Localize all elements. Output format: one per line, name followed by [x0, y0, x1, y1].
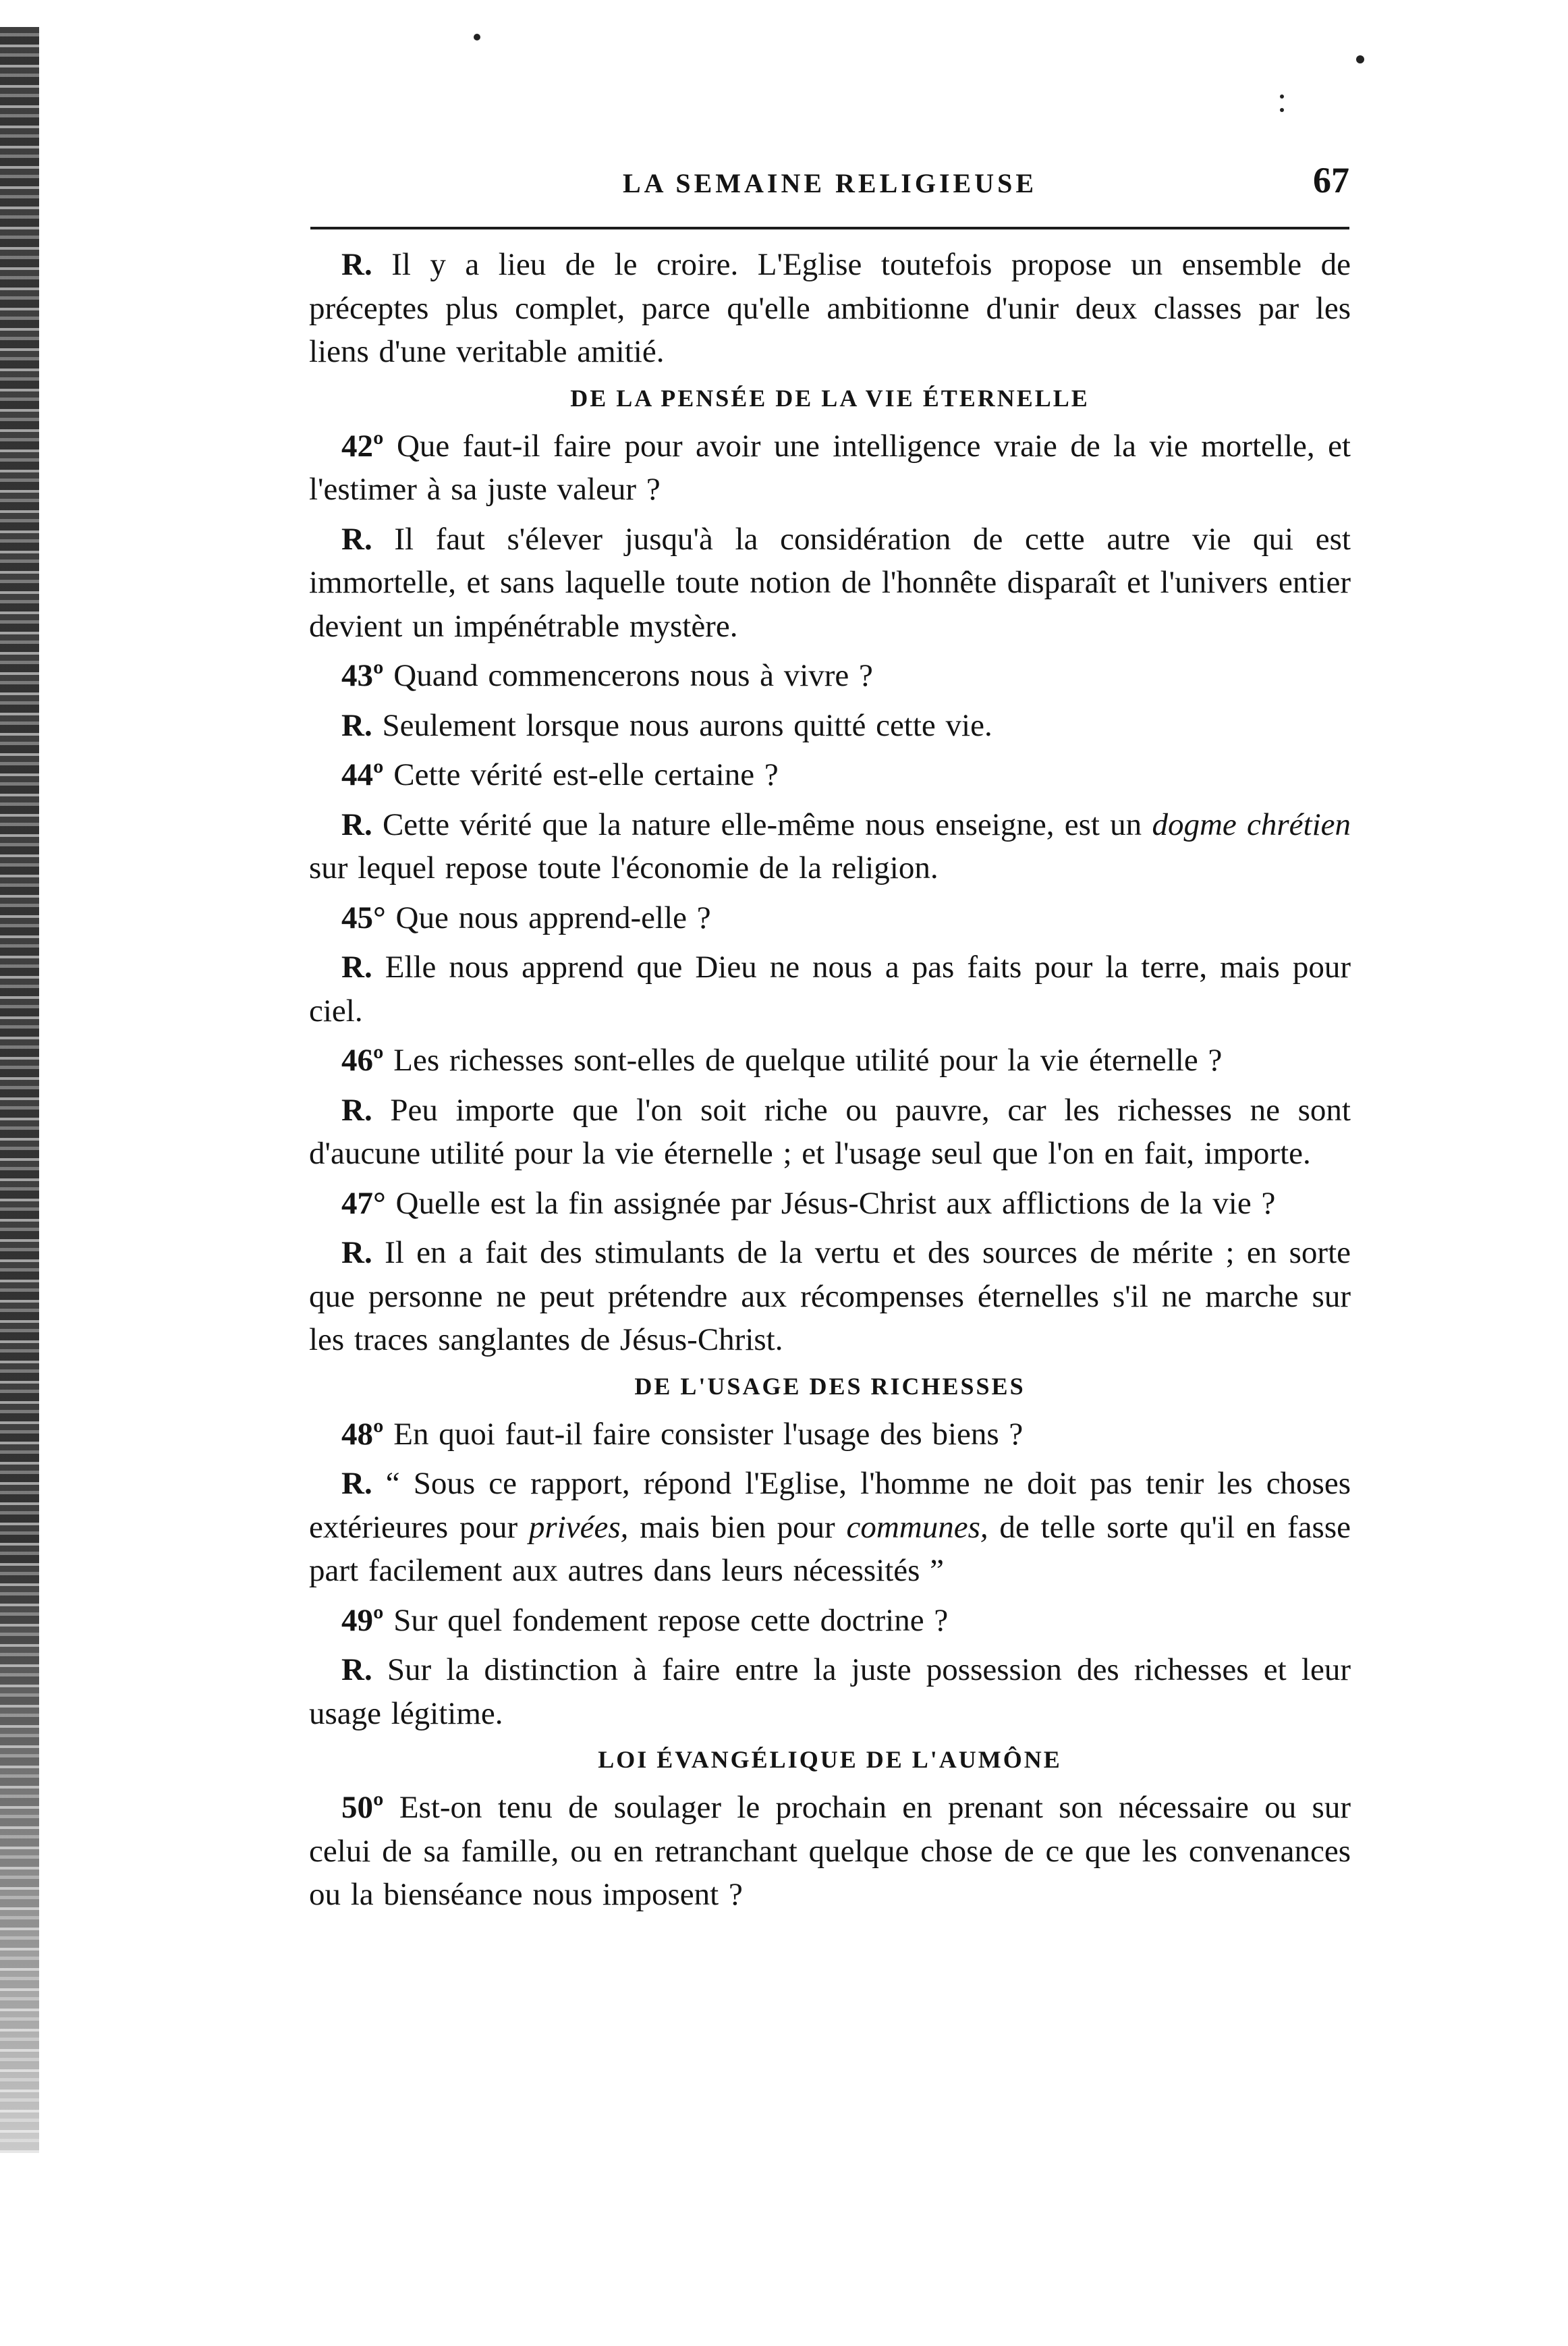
speck — [1280, 94, 1284, 99]
paragraph-text: Est-on tenu de soulager le prochain en prenant son nécessaire ou sur celui de sa famille, ou en retranchant quelque chose de ce que les convenances ou la bienséance nous imposent ? — [309, 1790, 1351, 1912]
section-heading: DE LA PENSÉE DE LA VIE ÉTERNELLE — [570, 384, 1090, 412]
paragraph-text: Il y a lieu de le croire. L'Eglise toutefois propose un ensemble de préceptes plus complet, parce qu'elle ambitionne d'unir deux classes par les liens d'une veritable amitié. — [309, 247, 1351, 369]
running-title: LA SEMAINE RELIGIEUSE — [622, 168, 1038, 198]
page-header — [310, 155, 1349, 209]
answer-paragraph — [309, 1648, 1351, 1735]
paragraph-label: 46º — [341, 1043, 384, 1078]
paragraph-label: R. — [341, 1092, 372, 1128]
paragraph-label: R. — [341, 1466, 372, 1501]
question-paragraph — [309, 1413, 1351, 1456]
question-paragraph — [309, 1182, 1351, 1226]
italic-term: dogme chrétien — [1152, 807, 1351, 842]
paragraph-text: Il faut s'élever jusqu'à la considération de cette autre vie qui est immortelle, et sans laquelle toute notion de l'honnête disparaît et l'univers entier devient un impénétrable mystère. — [309, 521, 1351, 644]
paragraph-text: Il en a fait des stimulants de la vertu et des sources de mérite ; en sorte que personne ne peut prétendre aux récompenses éternelles s'il ne marche sur les traces sanglantes de Jésus-Christ. — [309, 1235, 1351, 1357]
paragraph-text: Que nous apprend-elle ? — [385, 900, 711, 935]
paragraph-text: mais bien pour — [628, 1509, 847, 1545]
paragraph-label: 48º — [341, 1416, 384, 1452]
answer-paragraph — [309, 1231, 1351, 1362]
speck — [1356, 55, 1364, 63]
italic-term: privées, — [528, 1509, 629, 1545]
header-rule — [310, 227, 1349, 229]
paragraph-text: “ Sous ce rapport, répond l'Eglise, l'homme ne doit pas tenir les choses extérieures pour — [309, 1466, 1351, 1545]
section-heading: LOI ÉVANGÉLIQUE DE L'AUMÔNE — [598, 1746, 1062, 1773]
answer-paragraph — [309, 704, 1351, 748]
speck — [474, 34, 480, 40]
italic-term: communes, — [846, 1509, 988, 1545]
paragraph-text: Peu importe que l'on soit riche ou pauvre, car les richesses ne sont d'aucune utilité pour la vie éternelle ; et l'usage seul que l'on en fait, importe. — [309, 1092, 1351, 1171]
question-paragraph — [309, 1039, 1351, 1083]
paragraph-label: 49º — [341, 1602, 384, 1638]
answer-paragraph — [309, 518, 1351, 649]
paragraph-text: Quand commencerons nous à vivre ? — [383, 658, 873, 693]
paragraph-label: 42º — [341, 428, 384, 464]
text-body — [309, 243, 1351, 1923]
paragraph-text: Cette vérité que la nature elle-même nous enseigne, est un — [372, 807, 1152, 842]
paragraph-text: sur lequel repose toute l'économie de la religion. — [309, 850, 939, 885]
question-paragraph — [309, 425, 1351, 512]
paragraph-label: 43º — [341, 658, 384, 693]
answer-paragraph — [309, 1462, 1351, 1593]
paragraph-text: de telle sorte qu'il en fasse part facilement aux autres dans leurs nécessités ” — [309, 1509, 1351, 1588]
paragraph-label: 50º — [341, 1790, 384, 1825]
paragraph-label: R. — [341, 1652, 372, 1687]
paragraph-text: En quoi faut-il faire consister l'usage des biens ? — [383, 1416, 1024, 1452]
paragraph-label: R. — [341, 950, 372, 985]
answer-paragraph — [309, 803, 1351, 890]
answer-paragraph — [309, 1089, 1351, 1176]
page-number: 67 — [1313, 160, 1349, 200]
section-heading: DE L'USAGE DES RICHESSES — [634, 1372, 1026, 1400]
paragraph-text: Sur quel fondement repose cette doctrine ? — [383, 1602, 949, 1638]
paragraph-label: R. — [341, 521, 372, 557]
paragraph-label: R. — [341, 1235, 372, 1270]
question-paragraph — [309, 896, 1351, 940]
paragraph-text: Les richesses sont-elles de quelque utilité pour la vie éternelle ? — [383, 1043, 1223, 1078]
question-paragraph — [309, 753, 1351, 797]
answer-paragraph — [309, 946, 1351, 1033]
paragraph-text: Seulement lorsque nous aurons quitté cette vie. — [372, 707, 992, 743]
paragraph-text: Que faut-il faire pour avoir une intelligence vraie de la vie mortelle, et l'estimer à sa juste valeur ? — [309, 428, 1351, 507]
answer-paragraph — [309, 243, 1351, 374]
paragraph-text: Elle nous apprend que Dieu ne nous a pas faits pour la terre, mais pour ciel. — [309, 950, 1351, 1029]
binding-edge-fade — [0, 1552, 39, 2160]
question-paragraph — [309, 654, 1351, 698]
paragraph-label: 44º — [341, 757, 384, 792]
question-paragraph — [309, 1599, 1351, 1643]
paragraph-text: Cette vérité est-elle certaine ? — [383, 757, 779, 792]
paragraph-text: Sur la distinction à faire entre la juste possession des richesses et leur usage légitime. — [309, 1652, 1351, 1731]
paragraph-label: R. — [341, 807, 372, 842]
paragraph-label: R. — [341, 247, 372, 282]
question-paragraph — [309, 1786, 1351, 1917]
speck — [1280, 108, 1284, 112]
paragraph-text: Quelle est la fin assignée par Jésus-Christ aux afflictions de la vie ? — [385, 1185, 1276, 1221]
paragraph-label: R. — [341, 707, 372, 743]
paragraph-label: 47° — [341, 1185, 386, 1221]
paragraph-label: 45° — [341, 900, 386, 935]
